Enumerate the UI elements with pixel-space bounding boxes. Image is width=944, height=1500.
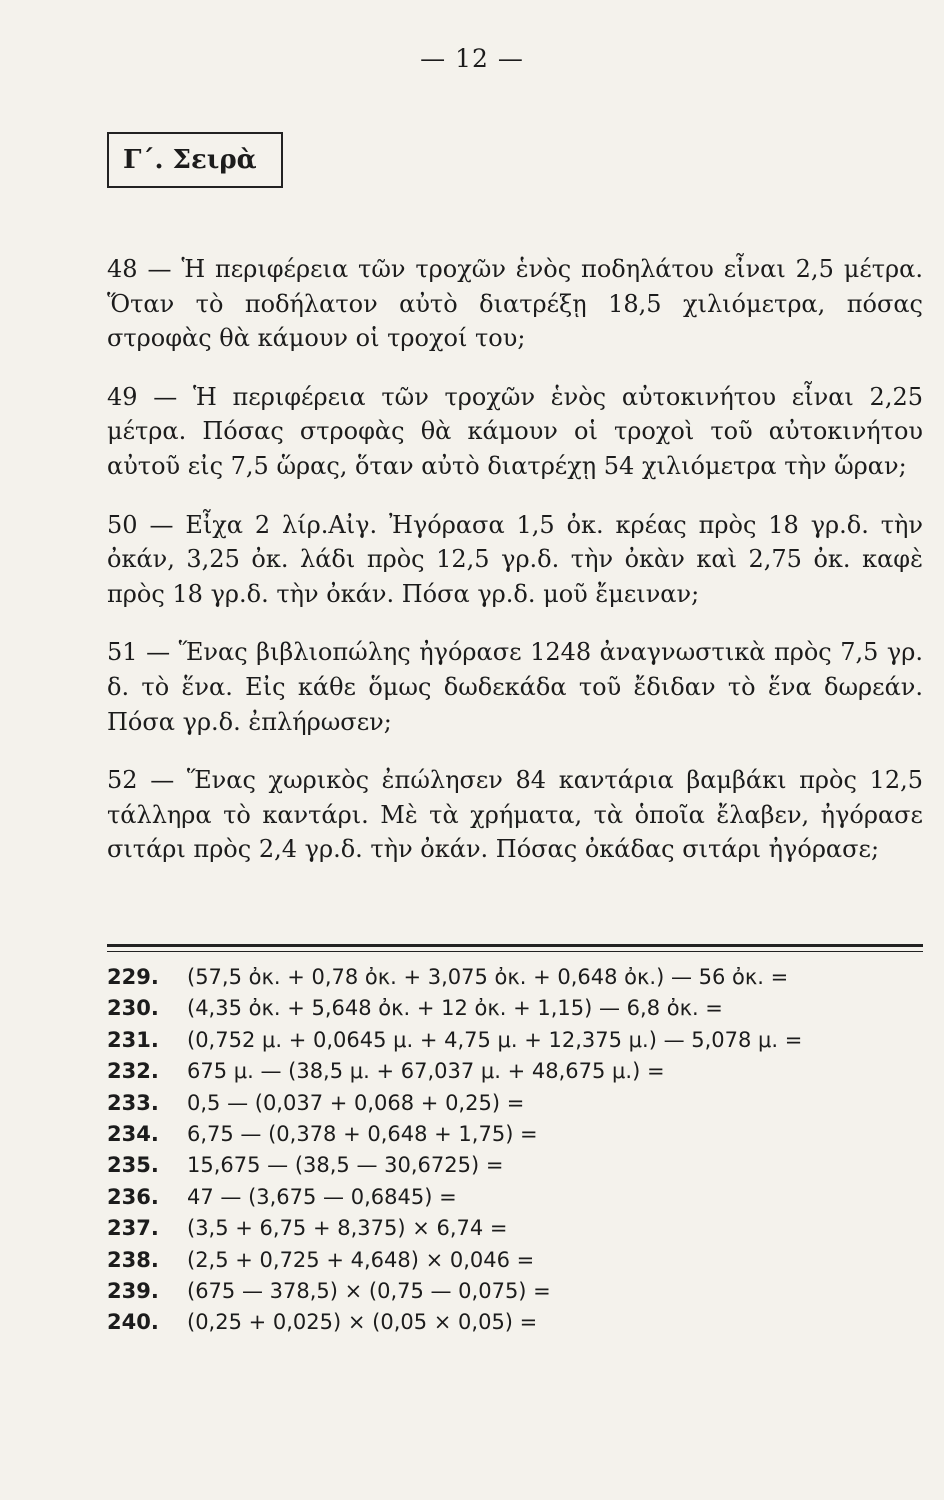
- problem-text: — Ἡ περιφέρεια τῶν τροχῶν ἑνὸς ποδηλάτου εἶναι 2,5 μέτρα. Ὅταν τὸ ποδήλατον αὐτὸ διατρέξῃ 18,5 χιλιόμετρα, πόσας στροφὰς θὰ κάμουν οἱ τροχοί του;: [107, 255, 923, 353]
- exercise-number: 237.: [107, 1216, 159, 1241]
- exercise-row: [107, 1276, 923, 1307]
- problem-number: 48: [107, 255, 138, 283]
- exercise-row: [107, 1119, 923, 1150]
- exercise-expression: (3,5 + 6,75 + 8,375) × 6,74 =: [187, 1216, 508, 1241]
- exercise-expression: 0,5 — (0,037 + 0,068 + 0,25) =: [187, 1090, 525, 1115]
- exercise-number: 233.: [107, 1090, 159, 1115]
- problem-49: [107, 380, 923, 484]
- exercise-number: 229.: [107, 965, 159, 989]
- exercise-row: [107, 1182, 923, 1213]
- exercise-expression: 675 μ. — (38,5 μ. + 67,037 μ. + 48,675 μ.) =: [187, 1059, 665, 1084]
- exercise-row: [107, 993, 923, 1024]
- problem-number: 51: [107, 638, 138, 667]
- exercise-number: 239.: [107, 1279, 159, 1304]
- exercise-expression: (0,752 μ. + 0,0645 μ. + 4,75 μ. + 12,375 μ.) — 5,078 μ. =: [187, 1027, 803, 1052]
- problem-text: — Ἕνας χωρικὸς ἐπώλησεν 84 καντάρια βαμβάκι πρὸς 12,5 τάλληρα τὸ καντάρι. Μὲ τὰ χρήματα, τὰ ὁποῖα ἔλαβεν, ἠγόρασε σιτάρι πρὸς 2,4 γρ.δ. τὴν ὀκάν. Πόσας ὀκάδας σιτάρι ἠγόρασε;: [107, 766, 923, 864]
- problem-52: [107, 763, 923, 867]
- exercise-number: 238.: [107, 1247, 159, 1272]
- problem-text: — Εἶχα 2 λίρ.Αἰγ. Ἠγόρασα 1,5 ὀκ. κρέας πρὸς 18 γρ.δ. τὴν ὀκάν, 3,25 ὀκ. λάδι πρὸς 12,5 γρ.δ. τὴν ὀκὰν καὶ 2,75 ὀκ. καφὲ πρὸς 18 γρ.δ. τὴν ὀκάν. Πόσα γρ.δ. μοῦ ἔμειναν;: [107, 510, 923, 608]
- exercise-row: [107, 1088, 923, 1119]
- exercise-number: 240.: [107, 1310, 159, 1335]
- divider-thick: [107, 944, 923, 947]
- exercise-number: 235.: [107, 1153, 159, 1178]
- exercise-row: [107, 1025, 923, 1056]
- exercise-row: [107, 1056, 923, 1087]
- exercise-expression: 47 — (3,675 — 0,6845) =: [187, 1184, 457, 1209]
- exercise-expression: (0,25 + 0,025) × (0,05 × 0,05) =: [187, 1310, 538, 1335]
- problem-number: 50: [107, 510, 138, 539]
- exercise-expression: (4,35 ὀκ. + 5,648 ὀκ. + 12 ὀκ. + 1,15) — 6,8 ὀκ. =: [187, 996, 723, 1021]
- exercise-row: [107, 1307, 923, 1338]
- page-number: — 12 —: [420, 44, 524, 73]
- problem-text: — Ἕνας βιβλιοπώλης ἠγόρασε 1248 ἀναγνωστικὰ πρὸς 7,5 γρ. δ. τὸ ἕνα. Εἰς κάθε ὅμως δωδεκάδα τοῦ ἔδιδαν τὸ ἕνα δωρεάν. Πόσα γρ.δ. ἐπλήρωσεν;: [107, 638, 923, 736]
- exercise-row: [107, 1245, 923, 1276]
- problem-51: [107, 635, 923, 739]
- problem-list: [107, 228, 923, 874]
- exercise-row: [107, 1150, 923, 1181]
- exercise-expression: 6,75 — (0,378 + 0,648 + 1,75) =: [187, 1122, 538, 1147]
- exercise-row: [107, 962, 923, 993]
- problem-text: — Ἡ περιφέρεια τῶν τροχῶν ἑνὸς αὐτοκινήτου εἶναι 2,25 μέτρα. Πόσας στροφὰς θὰ κάμουν οἱ τροχοὶ τοῦ αὐτοκινήτου αὐτοῦ εἰς 7,5 ὥρας, ὅταν αὐτὸ διατρέχῃ 54 χιλιόμετρα τὴν ὥραν;: [107, 382, 923, 480]
- exercise-expression: (2,5 + 0,725 + 4,648) × 0,046 =: [187, 1247, 535, 1272]
- section-title: Γ΄. Σειρὰ: [107, 132, 283, 188]
- divider-thin: [107, 951, 923, 952]
- problem-48: [107, 252, 923, 356]
- exercise-expression: (675 — 378,5) × (0,75 — 0,075) =: [187, 1279, 551, 1304]
- exercise-number: 236.: [107, 1184, 159, 1209]
- exercise-row: [107, 1213, 923, 1244]
- exercise-list: [107, 962, 923, 1339]
- problem-number: 49: [107, 382, 138, 411]
- exercise-number: 231.: [107, 1027, 159, 1052]
- exercise-number: 234.: [107, 1122, 159, 1147]
- exercise-expression: 15,675 — (38,5 — 30,6725) =: [187, 1153, 504, 1178]
- exercise-number: 232.: [107, 1059, 159, 1084]
- exercise-expression: (57,5 ὀκ. + 0,78 ὀκ. + 3,075 ὀκ. + 0,648 ὀκ.) — 56 ὀκ. =: [187, 965, 789, 989]
- problem-number: 52: [107, 766, 138, 795]
- exercise-number: 230.: [107, 996, 159, 1021]
- problem-50: [107, 508, 923, 612]
